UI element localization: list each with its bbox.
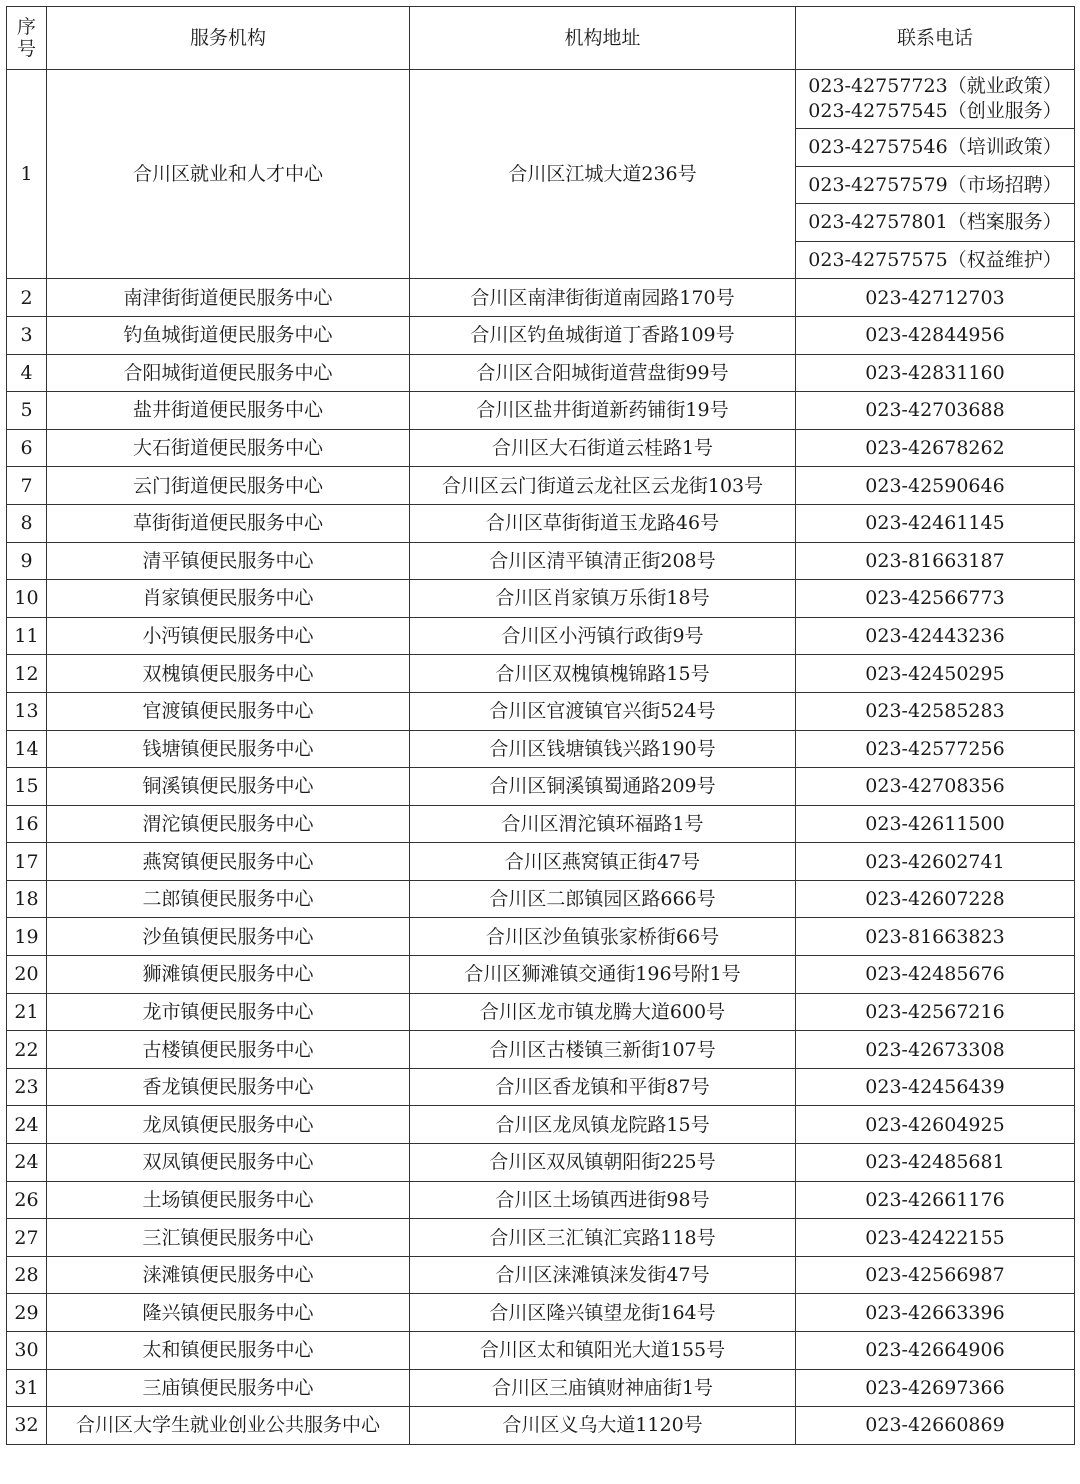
table-header-row [7,7,1075,70]
cell-seq: 22 [7,1031,47,1069]
cell-org: 草街街道便民服务中心 [47,504,410,542]
cell-seq: 7 [7,467,47,505]
table-row [7,1219,1075,1257]
cell-phone: 023-42697366 [796,1369,1075,1407]
cell-seq: 31 [7,1369,47,1407]
cell-phone: 023-42703688 [796,392,1075,430]
service-directory-table [6,6,1075,1445]
cell-org: 大石街道便民服务中心 [47,429,410,467]
cell-phone: 023-42585283 [796,692,1075,730]
cell-seq: 6 [7,429,47,467]
cell-org: 铜溪镇便民服务中心 [47,768,410,806]
cell-seq: 13 [7,692,47,730]
cell-org: 双槐镇便民服务中心 [47,655,410,693]
cell-addr: 合川区肖家镇万乐街18号 [410,580,796,618]
cell-org: 三庙镇便民服务中心 [47,1369,410,1407]
table-row [7,1294,1075,1332]
cell-org: 龙市镇便民服务中心 [47,993,410,1031]
cell-phone: 023-42844956 [796,316,1075,354]
cell-phone: 023-42485681 [796,1144,1075,1182]
cell-org: 小沔镇便民服务中心 [47,617,410,655]
table-row [7,1332,1075,1370]
table-row [7,392,1075,430]
cell-addr: 合川区清平镇清正街208号 [410,542,796,580]
cell-phone: 023-42712703 [796,279,1075,317]
cell-phone: 023-42673308 [796,1031,1075,1069]
cell-seq: 3 [7,316,47,354]
cell-org: 官渡镇便民服务中心 [47,692,410,730]
cell-phone: 023-42422155 [796,1219,1075,1257]
cell-seq: 15 [7,768,47,806]
cell-seq: 17 [7,843,47,881]
cell-phone: 023-81663187 [796,542,1075,580]
cell-org: 隆兴镇便民服务中心 [47,1294,410,1332]
table-row [7,354,1075,392]
cell-org: 钱塘镇便民服务中心 [47,730,410,768]
table-row [7,467,1075,505]
table-row [7,1144,1075,1182]
cell-org: 古楼镇便民服务中心 [47,1031,410,1069]
cell-org: 合阳城街道便民服务中心 [47,354,410,392]
cell-phone: 023-42567216 [796,993,1075,1031]
cell-addr: 合川区古楼镇三新街107号 [410,1031,796,1069]
cell-phone: 023-42678262 [796,429,1075,467]
table-row [7,580,1075,618]
cell-phone: 023-42708356 [796,768,1075,806]
cell-phone: 023-42566773 [796,580,1075,618]
header-seq-line2: 号 [16,38,36,60]
cell-seq: 2 [7,279,47,317]
cell-phone: 023-42604925 [796,1106,1075,1144]
cell-seq: 24 [7,1144,47,1182]
cell-phone: 023-42450295 [796,655,1075,693]
cell-addr: 合川区南津街街道南园路170号 [410,279,796,317]
cell-addr: 合川区小沔镇行政街9号 [410,617,796,655]
table-row [7,429,1075,467]
cell-seq: 9 [7,542,47,580]
cell-phone: 023-42611500 [796,805,1075,843]
cell-phone: 023-42831160 [796,354,1075,392]
cell-seq: 28 [7,1256,47,1294]
cell-phone: 023-42757579（市场招聘） [796,166,1075,204]
header-addr: 机构地址 [410,7,796,70]
phone-line: 023-42757723（就业政策） [808,75,1062,97]
cell-phone: 023-42590646 [796,467,1075,505]
cell-addr: 合川区草街街道玉龙路46号 [410,504,796,542]
table-row [7,1407,1075,1445]
cell-org: 南津街街道便民服务中心 [47,279,410,317]
cell-seq: 27 [7,1219,47,1257]
table-row [7,880,1075,918]
table-row [7,1068,1075,1106]
cell-phone: 023-42485676 [796,956,1075,994]
table-row [7,993,1075,1031]
header-phone: 联系电话 [796,7,1075,70]
cell-addr: 合川区双槐镇槐锦路15号 [410,655,796,693]
cell-addr: 合川区江城大道236号 [410,70,796,279]
cell-seq: 11 [7,617,47,655]
table-row [7,617,1075,655]
cell-addr: 合川区云门街道云龙社区云龙街103号 [410,467,796,505]
cell-org: 狮滩镇便民服务中心 [47,956,410,994]
cell-seq: 14 [7,730,47,768]
cell-phone: 023-42664906 [796,1332,1075,1370]
cell-seq: 4 [7,354,47,392]
table-row [7,1106,1075,1144]
cell-org: 燕窝镇便民服务中心 [47,843,410,881]
cell-org: 涞滩镇便民服务中心 [47,1256,410,1294]
cell-seq: 29 [7,1294,47,1332]
table-row [7,655,1075,693]
cell-addr: 合川区二郎镇园区路666号 [410,880,796,918]
header-org: 服务机构 [47,7,410,70]
cell-seq: 19 [7,918,47,956]
cell-addr: 合川区香龙镇和平街87号 [410,1068,796,1106]
cell-addr: 合川区盐井街道新药铺街19号 [410,392,796,430]
cell-phone: 023-42577256 [796,730,1075,768]
cell-phone: 023-81663823 [796,918,1075,956]
cell-addr: 合川区燕窝镇正街47号 [410,843,796,881]
cell-seq: 1 [7,70,47,279]
cell-addr: 合川区铜溪镇蜀通路209号 [410,768,796,806]
cell-seq: 18 [7,880,47,918]
cell-phone: 023-42607228 [796,880,1075,918]
cell-seq: 5 [7,392,47,430]
cell-addr: 合川区涞滩镇涞发街47号 [410,1256,796,1294]
cell-org: 合川区大学生就业创业公共服务中心 [47,1407,410,1445]
cell-addr: 合川区双凤镇朝阳街225号 [410,1144,796,1182]
table-row [7,279,1075,317]
cell-seq: 21 [7,993,47,1031]
cell-org: 清平镇便民服务中心 [47,542,410,580]
cell-addr: 合川区钱塘镇钱兴路190号 [410,730,796,768]
cell-org: 钓鱼城街道便民服务中心 [47,316,410,354]
table-row [7,730,1075,768]
cell-addr: 合川区渭沱镇环福路1号 [410,805,796,843]
cell-addr: 合川区龙凤镇龙院路15号 [410,1106,796,1144]
cell-seq: 23 [7,1068,47,1106]
cell-phone: 023-42456439 [796,1068,1075,1106]
cell-phone: 023-42757801（档案服务） [796,204,1075,242]
cell-phone: 023-42566987 [796,1256,1075,1294]
table-row [7,1369,1075,1407]
cell-phone: 023-42663396 [796,1294,1075,1332]
cell-addr: 合川区三汇镇汇宾路118号 [410,1219,796,1257]
table-row [7,956,1075,994]
cell-org: 二郎镇便民服务中心 [47,880,410,918]
cell-org: 太和镇便民服务中心 [47,1332,410,1370]
cell-addr: 合川区义乌大道1120号 [410,1407,796,1445]
table-row [7,316,1075,354]
cell-org: 盐井街道便民服务中心 [47,392,410,430]
cell-seq: 12 [7,655,47,693]
cell-seq: 10 [7,580,47,618]
table-row [7,504,1075,542]
cell-phone: 023-42461145 [796,504,1075,542]
cell-phone: 023-42443236 [796,617,1075,655]
cell-seq: 20 [7,956,47,994]
cell-phone: 023-42757575（权益维护） [796,241,1075,279]
cell-addr: 合川区土场镇西进街98号 [410,1181,796,1219]
cell-org: 土场镇便民服务中心 [47,1181,410,1219]
table-row [7,1256,1075,1294]
cell-addr: 合川区隆兴镇望龙街164号 [410,1294,796,1332]
cell-addr: 合川区合阳城街道营盘街99号 [410,354,796,392]
table-row [7,843,1075,881]
cell-addr: 合川区三庙镇财神庙街1号 [410,1369,796,1407]
phone-line: 023-42757545（创业服务） [808,100,1062,122]
table-row [7,692,1075,730]
cell-org: 云门街道便民服务中心 [47,467,410,505]
table-row [7,1031,1075,1069]
cell-org: 渭沱镇便民服务中心 [47,805,410,843]
cell-addr: 合川区大石街道云桂路1号 [410,429,796,467]
cell-org: 肖家镇便民服务中心 [47,580,410,618]
header-seq [7,7,47,70]
cell-phone [796,70,1075,129]
cell-seq: 30 [7,1332,47,1370]
table-row [7,542,1075,580]
cell-phone: 023-42757546（培训政策） [796,129,1075,167]
cell-addr: 合川区钓鱼城街道丁香路109号 [410,316,796,354]
table-row [7,1181,1075,1219]
table-row [7,70,1075,129]
cell-org: 合川区就业和人才中心 [47,70,410,279]
cell-seq: 24 [7,1106,47,1144]
cell-org: 三汇镇便民服务中心 [47,1219,410,1257]
cell-phone: 023-42602741 [796,843,1075,881]
cell-org: 双凤镇便民服务中心 [47,1144,410,1182]
cell-org: 沙鱼镇便民服务中心 [47,918,410,956]
cell-phone: 023-42661176 [796,1181,1075,1219]
cell-seq: 8 [7,504,47,542]
cell-phone: 023-42660869 [796,1407,1075,1445]
cell-org: 龙凤镇便民服务中心 [47,1106,410,1144]
cell-seq: 32 [7,1407,47,1445]
cell-seq: 26 [7,1181,47,1219]
table-row [7,768,1075,806]
cell-addr: 合川区狮滩镇交通街196号附1号 [410,956,796,994]
cell-addr: 合川区沙鱼镇张家桥街66号 [410,918,796,956]
header-seq-line1: 序 [16,16,36,38]
cell-addr: 合川区龙市镇龙腾大道600号 [410,993,796,1031]
cell-addr: 合川区官渡镇官兴街524号 [410,692,796,730]
table-row [7,918,1075,956]
cell-addr: 合川区太和镇阳光大道155号 [410,1332,796,1370]
table-row [7,805,1075,843]
cell-seq: 16 [7,805,47,843]
cell-org: 香龙镇便民服务中心 [47,1068,410,1106]
